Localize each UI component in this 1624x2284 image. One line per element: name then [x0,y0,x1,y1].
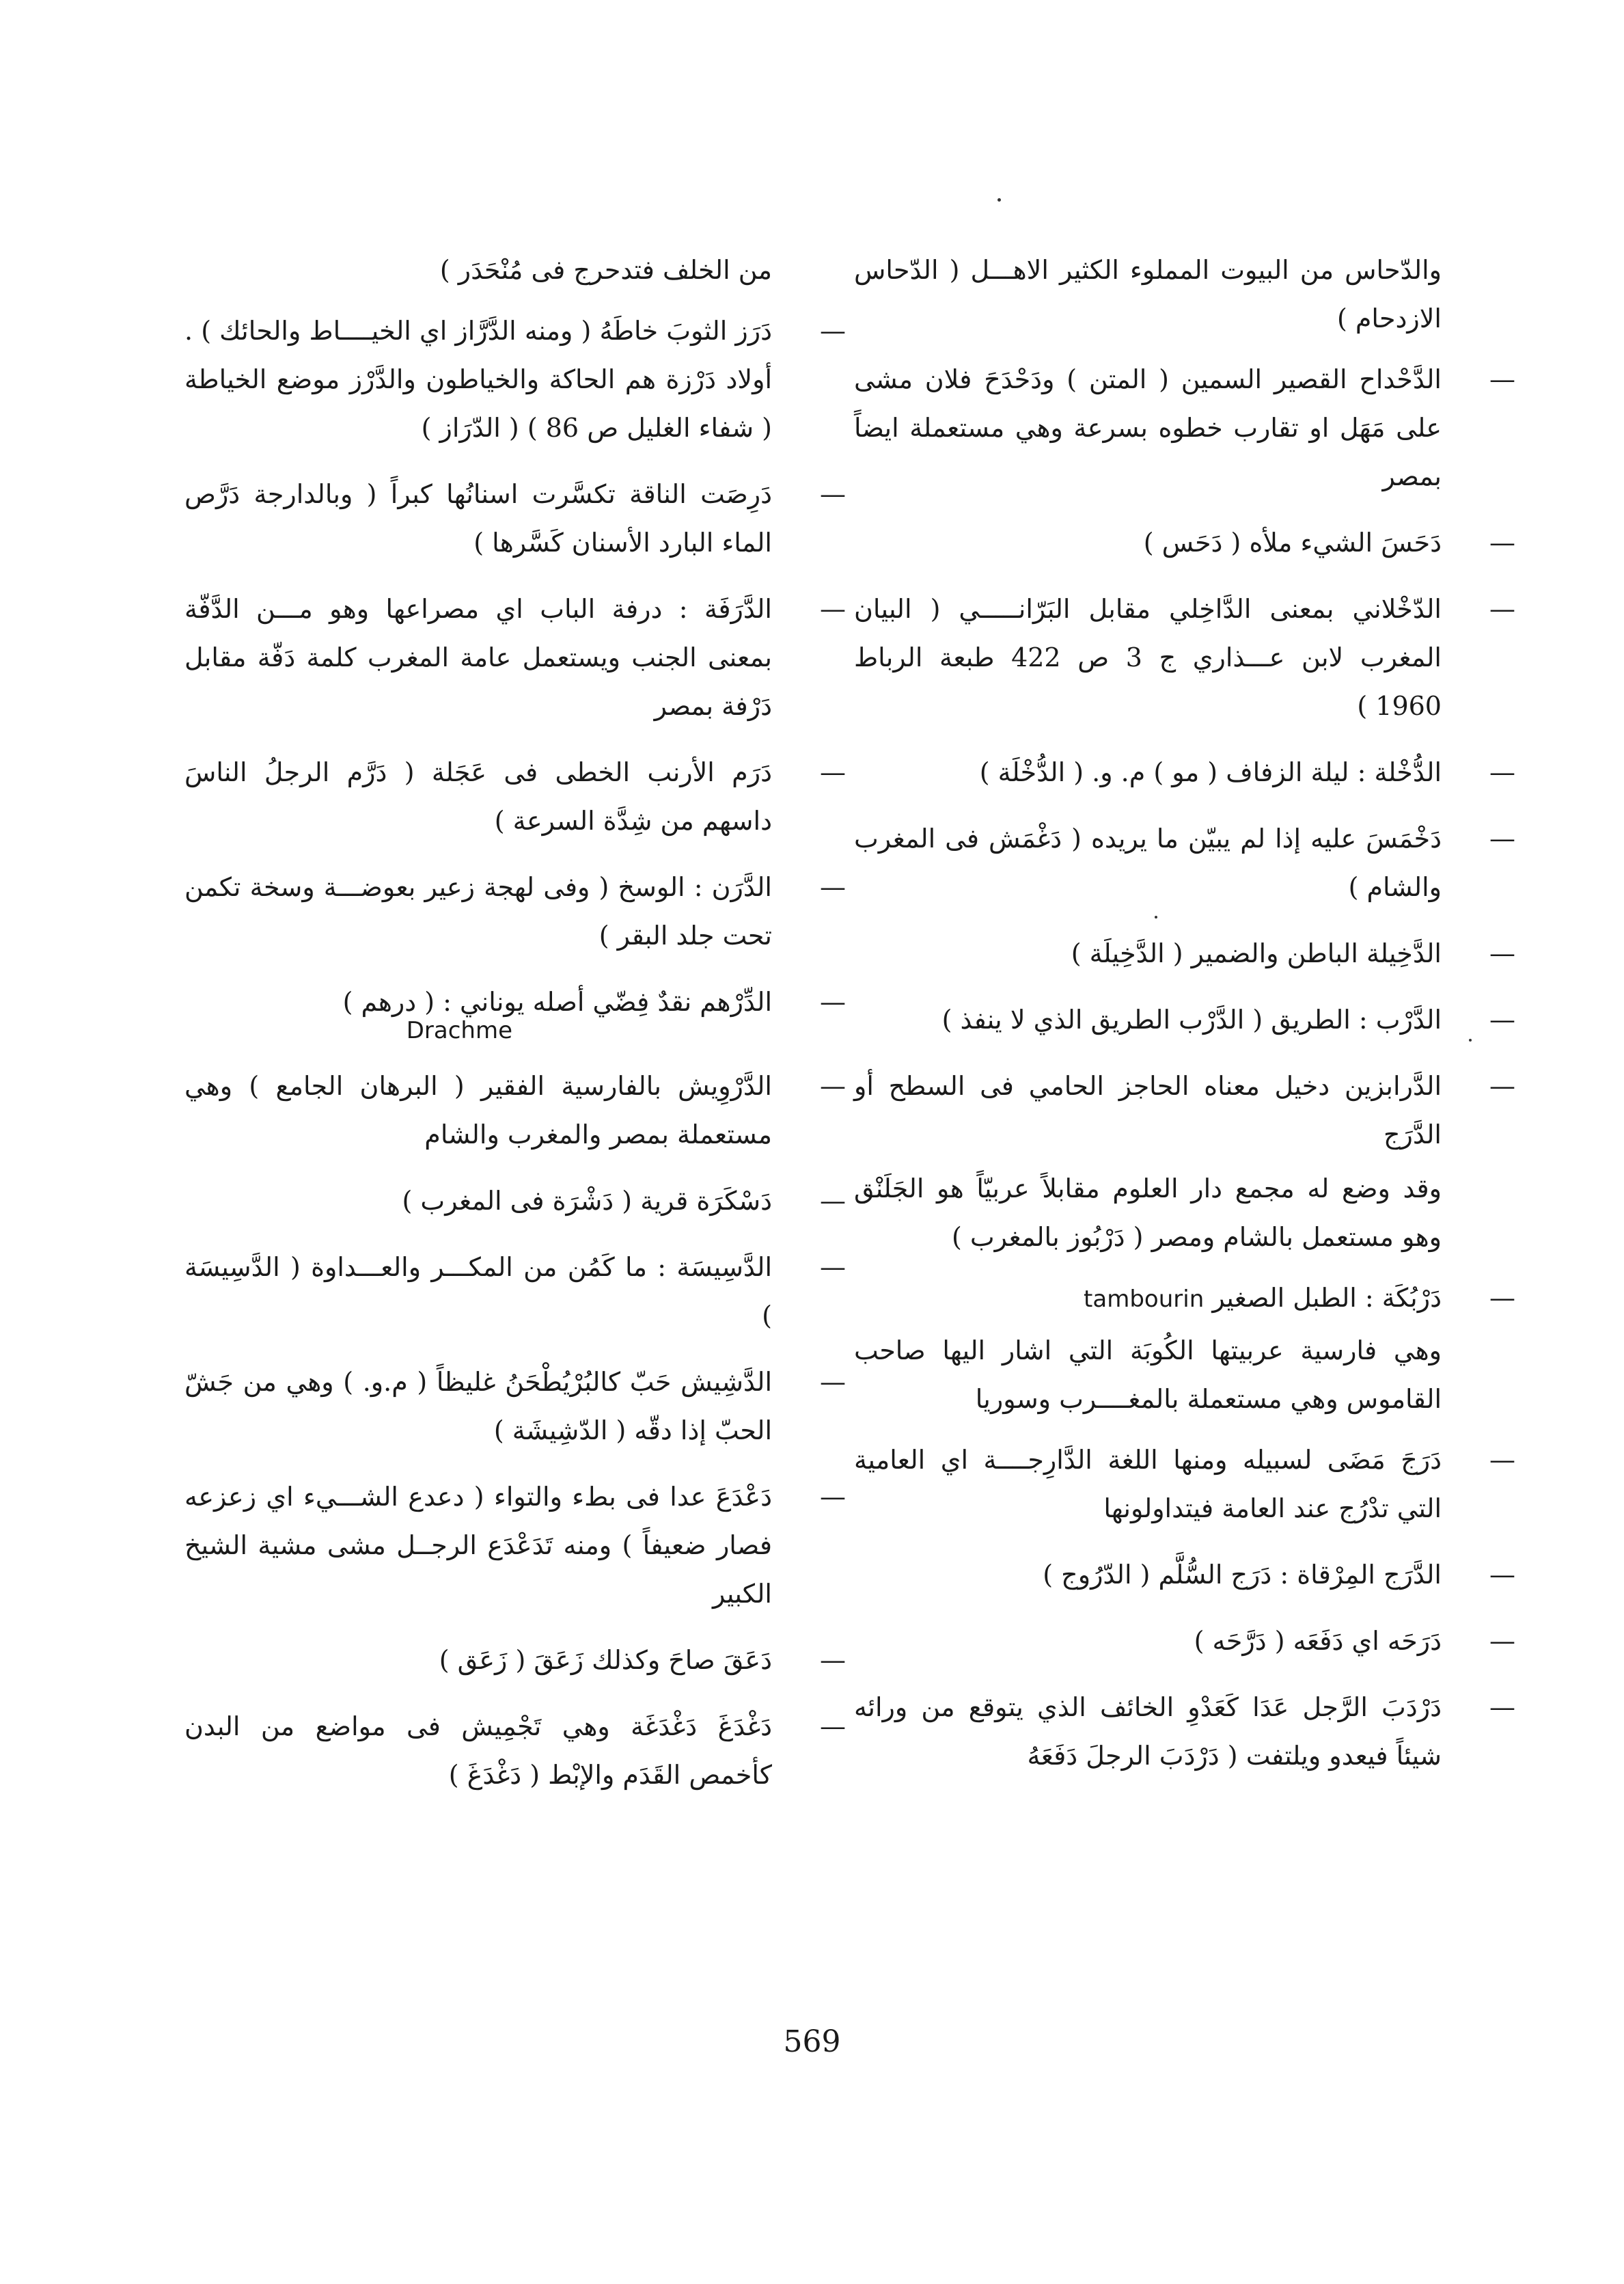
entry-text: الدِّرْهم نقدٌ فِضّي أصله يوناني : ( درهم ) [342,987,772,1017]
right-entry-15 [854,1683,1515,1780]
right-entry-8 [854,1062,1515,1159]
entry-text: دَعْدَعَ عدا فى بطء والتواء ( دعدع الشـــيء اي زعزعه فصار ضعيفاً ) ومنه تَدَعْدَع الرجــل مشى مشية الشيخ الكبير [184,1482,772,1609]
entry-text: الدَّرَج المِرْقاة : دَرَج السُّلَّم ( الدّرُوج ) [1043,1560,1442,1590]
right-entry-11 [854,1327,1442,1424]
entry-text: دَرْدَبَ الرَّجل عَدَا كَعَدْوِ الخائف الذي يتوقع من ورائه شيئاً فيعدو ويلتفت ( دَرْدَبَ الرجلَ دَفَعَهُ [854,1692,1442,1771]
entry-text: دَعَقَ صاحَ وكذلك زَعَقَ ( زَعَق ) [439,1645,772,1675]
entry-dash: — [1489,757,1515,787]
entry-text: دَرَز الثوبَ خاطَهُ ( ومنه الدَّرَّاز اي الخيــــاط والحائك ) . أولاد دَرْزة هم الحاكة والخياطون والدَّرْز موضع الخياطة ( شفاء الغليل ص 86 ) ( الدّرَاز ) [184,316,772,443]
entry-dash: — [820,1482,846,1512]
right-entry-3 [854,585,1515,731]
entry-text: الدّخْلاني بمعنى الدَّاخِلي مقابل البَرّانـــــي ( البيان المغرب لابن عـــذاري ج 3 ص 422 طبعة الرباط 1960 ) [854,594,1442,721]
entry-dash: — [820,594,846,624]
entry-dash: — [1489,824,1515,854]
entry-text: الدَّسِيسَة : ما كَمُن من المكـــر والعـــداوة ( الدَّسِيسَة ) [184,1252,772,1331]
entry-text: الدَّرْوِيش بالفارسية الفقير ( البرهان الجامع ) وهي مستعملة بمصر والمغرب والشام [184,1071,772,1150]
left-entry-2 [184,470,846,567]
page-number: 569 [783,2024,841,2059]
entry-text: دَغْدَغَ دَغْدَغَة وهي تَجْمِيش فى مواضع من البدن كأخمص القَدَم والإبْط ( دَغْدَغَ ) [184,1711,772,1790]
right-entry-4 [854,748,1515,797]
entry-text: دَرْبُكَة : الطبل الصغير [1212,1283,1442,1313]
left-entry-1 [184,307,846,452]
right-entry-9 [854,1165,1442,1262]
left-entry-3 [184,585,846,731]
entry-text: دَخْمَسَ عليه إذا لم يبيّن ما يريده ( دَغْمَش فى المغرب والشام ) [854,824,1442,902]
right-entry-2 [854,519,1515,567]
right-entry-0 [854,246,1442,343]
entry-dash: — [1489,594,1515,624]
entry-dash: — [820,316,846,346]
entry-text: من الخلف فتدحرج فى مُنْحَدَر ) [439,255,772,285]
entry-dash: — [820,1186,846,1216]
entry-dash: — [1489,528,1515,558]
left-column [184,246,846,1817]
entry-dash: — [820,479,846,509]
entry-text: الدَّرَن : الوسخ ( وفى لهجة زعير بعوضـــة وسخة تكمن تحت جلد البقر ) [184,872,772,951]
right-entry-12 [854,1436,1515,1533]
entry-dash: — [820,872,846,902]
left-entry-6 [184,978,846,1044]
right-entry-5 [854,815,1515,912]
right-entry-7 [854,996,1515,1044]
entry-dash: — [1489,1071,1515,1101]
left-entry-4 [184,748,846,845]
latin-term: tambourin [1084,1286,1205,1313]
entry-text: دَرَحَه اي دَفَعَه ( دَرَّحَه ) [1194,1626,1442,1656]
entry-dash: — [820,1071,846,1101]
right-column [854,246,1515,1798]
left-entry-10 [184,1358,846,1455]
entry-dash: — [820,757,846,787]
entry-text: الدَّرْب : الطريق ( الدَّرْب الطريق الذي لا ينفذ ) [941,1005,1442,1035]
left-entry-12 [184,1636,846,1685]
entry-dash: — [820,1252,846,1282]
entry-text: والدّحاس من البيوت المملوء الكثير الاهـــل ( الدّحاس الازدحام ) [854,255,1442,334]
entry-dash: — [1489,1560,1515,1590]
left-entry-0 [184,246,772,295]
entry-text: الدَّخِيلة الباطن والضمير ( الدَّخِيلَة ) [1071,938,1442,968]
entry-text: دَرَم الأرنب الخطى فى عَجَلة ( دَرَّم الرجلُ الناسَ داسهم من شِدَّة السرعة ) [184,757,772,836]
left-entry-5 [184,863,846,960]
entry-dash: — [1489,938,1515,968]
left-entry-8 [184,1177,846,1225]
right-entry-1 [854,355,1515,501]
right-entry-13 [854,1551,1515,1599]
left-entry-7 [184,1062,846,1159]
entry-text: الدَّرابزين دخيل معناه الحاجز الحامي فى السطح أو الدَّرَج [854,1071,1442,1150]
scan-speck [1155,916,1157,919]
left-entry-9 [184,1243,846,1340]
entry-dash: — [1489,1626,1515,1656]
right-entry-10 [854,1274,1515,1324]
entry-text: الدَّشِيش حَبّ كالبُرْيُطْحَنُ غليظاً ( م.و. ) وهي من جَشّ الحبّ إذا دقّه ( الدّشِيشَة ) [184,1367,772,1445]
entry-text: دَسْكَرَة قرية ( دَشْرَة فى المغرب ) [402,1186,772,1216]
entry-dash: — [1489,1692,1515,1722]
entry-dash: — [820,987,846,1017]
right-entry-14 [854,1617,1515,1666]
scan-speck [997,198,1001,202]
entry-text: الدَّرَفَة : درفة الباب اي مصراعها وهو مـــن الدَّفّة بمعنى الجنب ويستعمل عامة المغرب كلمة دَفّة مقابل دَرْفة بمصر [184,594,772,721]
entry-text: وقد وضع له مجمع دار العلوم مقابلاً عربيّاً هو الجَلَنْق وهو مستعمل بالشام ومصر ( دَرْبُوز بالمغرب ) [854,1173,1442,1252]
left-entry-11 [184,1473,846,1618]
entry-dash: — [1489,364,1515,394]
entry-dash: — [1489,1283,1515,1313]
entry-dash: — [820,1711,846,1741]
scan-speck [1469,1039,1472,1042]
entry-dash: — [820,1645,846,1675]
left-entry-13 [184,1702,846,1799]
entry-text: الدَّحْداح القصير السمين ( المتن ) ودَحْدَحَ فلان مشى على مَهَل او تقارب خطوه بسرعة وهي مستعملة ايضاً بمصر [854,364,1442,491]
entry-text: وهي فارسية عربيتها الكُوبَة التي اشار اليها صاحب القاموس وهي مستعملة بالمغــــرب وسوريا [854,1335,1442,1414]
right-entry-6 [854,929,1515,978]
latin-term: Drachme [406,1017,512,1044]
entry-text: الدُّخْلة : ليلة الزفاف ( مو ) م. و. ( الدُّخْلَة ) [979,757,1442,787]
entry-dash: — [1489,1445,1515,1475]
entry-dash: — [820,1367,846,1397]
entry-text: دَرِصَت الناقة تكسَّرت اسنانُها كبراً ( وبالدارجة دَرَّص الماء البارد الأسنان كَسَّرها ) [184,479,772,558]
entry-dash: — [1489,1005,1515,1035]
entry-text: دَرَجَ مَضَى لسبيله ومنها اللغة الدَّارِجــــة اي العامية التي تدْرُج عند العامة فيتداولونها [854,1445,1442,1523]
entry-text: دَحَسَ الشيء ملأه ( دَحَس ) [1143,528,1442,558]
